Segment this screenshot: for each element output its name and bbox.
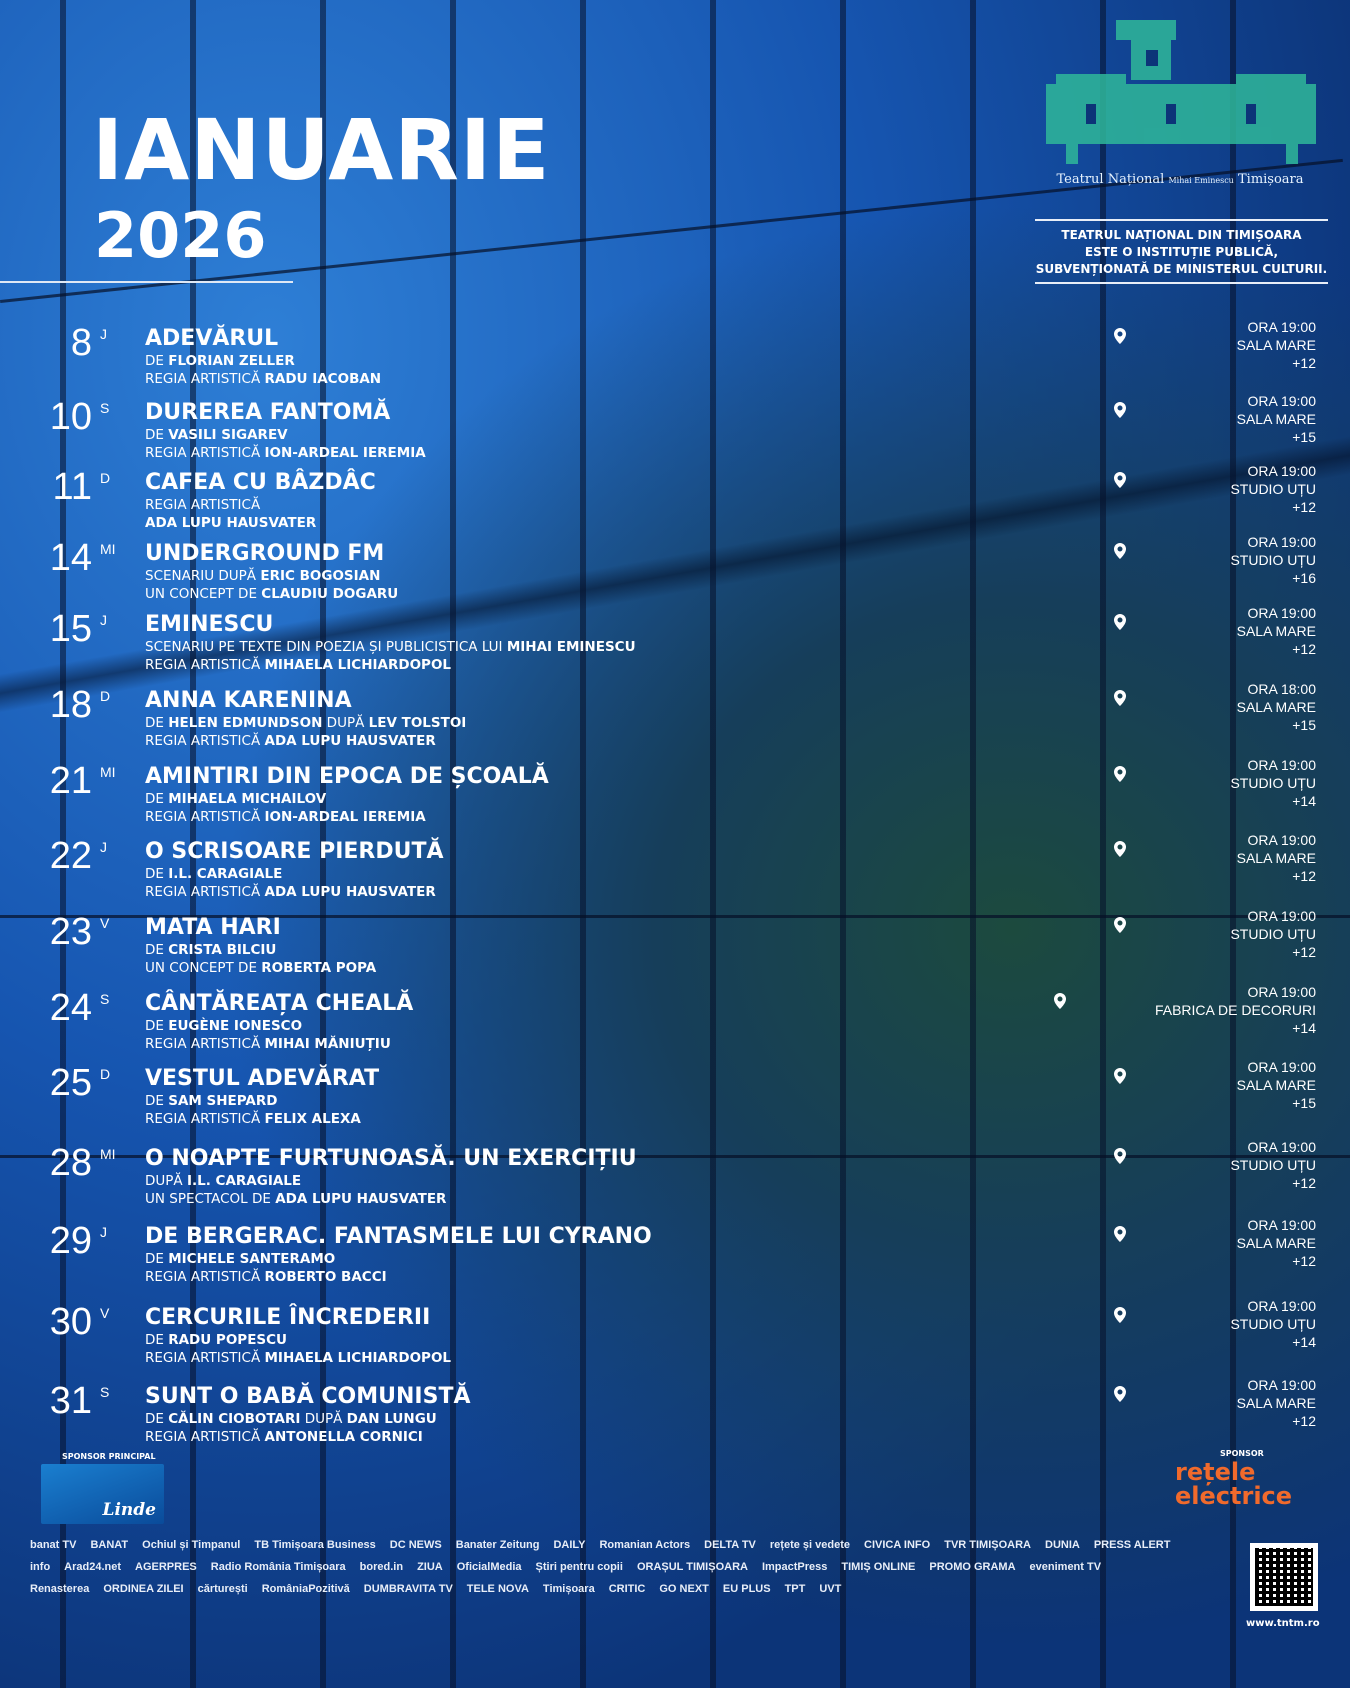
credit-text: REGIA ARTISTICĂ [145,1429,265,1445]
media-partner-logo: Romanian Actors [599,1539,691,1551]
event-weekday: S [100,400,110,416]
event-credit-line [145,1428,423,1446]
credit-text: ROBERTO BACCI [264,1269,387,1285]
credit-text: SCENARIU PE TEXTE DIN POEZIA ȘI PUBLICISTICA LUI [145,639,507,655]
sponsor-label: SPONSOR [1220,1449,1264,1458]
location-pin-icon [1114,402,1126,418]
event-title: SUNT O BABĂ COMUNISTĂ [145,1384,471,1409]
event-credit-line [145,1331,287,1349]
institution-notice [1035,219,1328,284]
event-day: 15 [49,608,92,650]
event-meta [1237,831,1316,885]
event-meta [1237,1058,1316,1112]
header-divider [0,281,293,283]
event-credit-line [145,1092,277,1110]
logo-line: Timișoara [1237,172,1304,187]
event-title: O NOAPTE FURTUNOASĂ. UN EXERCIȚIU [145,1146,637,1171]
event-row [0,1298,1350,1369]
event-time: ORA 19:00 [1247,1217,1316,1233]
event-age-rating: +12 [1292,944,1316,960]
event-day: 11 [52,466,92,508]
event-meta [1237,680,1316,734]
media-partner-logo: Știri pentru copii [535,1561,623,1573]
event-weekday: D [100,688,111,704]
event-age-rating: +12 [1292,355,1316,371]
event-meta [1237,1216,1316,1270]
event-credit-line [145,426,288,444]
event-time: ORA 19:00 [1247,1059,1316,1075]
credit-text: DE [145,866,169,882]
credit-text: VASILI SIGAREV [168,427,288,443]
credit-text: ION-ARDEAL IEREMIA [264,809,426,825]
event-credit-line [145,732,436,750]
event-title: AMINTIRI DIN EPOCA DE ȘCOALĂ [145,764,549,789]
credit-text: ADA LUPU HAUSVATER [264,884,436,900]
credit-text: MICHELE SANTERAMO [168,1251,336,1267]
media-partner-logo: DUNIA [1045,1539,1080,1551]
linde-logo [41,1464,164,1524]
location-pin-icon [1114,328,1126,344]
media-partner-logo: bored.in [359,1561,404,1573]
media-partner-logo: TIMIȘ ONLINE [841,1561,916,1573]
credit-text: SCENARIU DUPĂ [145,568,261,584]
event-day: 25 [49,1062,92,1104]
credit-text: ION-ARDEAL IEREMIA [264,445,426,461]
credit-text: REGIA ARTISTICĂ [145,809,265,825]
media-partner-logo: eveniment TV [1029,1561,1102,1573]
event-weekday: MI [100,1146,116,1162]
event-age-rating: +14 [1292,1334,1316,1350]
event-credit-line [145,1349,451,1367]
media-partner-logo: ORDINEA ZILEI [103,1583,184,1595]
event-time: ORA 19:00 [1247,1377,1316,1393]
credit-text: CLAUDIU DOGARU [261,586,399,602]
credit-text: DE [145,1018,169,1034]
credit-text: DUPĂ [300,1411,347,1427]
sponsor-wordmark: rețele [1175,1458,1256,1486]
event-row [0,1217,1350,1288]
event-title: ANNA KARENINA [145,688,352,713]
event-credit-line [145,790,326,808]
location-pin-icon [1114,472,1126,488]
event-day: 10 [49,396,92,438]
media-partner-logo: AGERPRES [135,1561,197,1573]
event-venue: SALA MARE [1236,699,1316,715]
media-partner-logo: PROMO GRAMA [929,1561,1016,1573]
media-partner-logo: Timișoara [542,1583,595,1595]
event-row [0,534,1350,605]
credit-text: REGIA ARTISTICĂ [145,1350,265,1366]
event-age-rating: +14 [1292,793,1316,809]
event-weekday: D [100,1066,111,1082]
event-time: ORA 19:00 [1247,1139,1316,1155]
main-sponsor-label: SPONSOR PRINCIPAL [62,1452,156,1461]
event-weekday: S [100,1384,110,1400]
event-row [0,1139,1350,1210]
event-day: 8 [70,322,92,364]
credit-text: ADA LUPU HAUSVATER [264,733,436,749]
event-day: 29 [49,1220,92,1262]
event-credit-line [145,444,426,462]
credit-text: UN CONCEPT DE [145,960,262,976]
media-partner-logo: ZIUA [417,1561,443,1573]
event-credit-line [145,496,260,514]
event-weekday: MI [100,541,116,557]
media-partner-logo: CIVICA INFO [864,1539,931,1551]
event-title: EMINESCU [145,612,274,637]
event-meta [1155,983,1316,1037]
media-partner-logo: BANAT [90,1539,129,1551]
credit-text: UN SPECTACOL DE [145,1191,276,1207]
event-venue: STUDIO UȚU [1230,552,1316,568]
event-title: CÂNTĂREAȚA CHEALĂ [145,991,414,1016]
media-partner-logo: DUMBRAVITA TV [363,1583,453,1595]
event-venue: STUDIO UȚU [1230,1157,1316,1173]
event-title: ADEVĂRUL [145,326,279,351]
credit-text: I.L. CARAGIALE [168,866,283,882]
media-partner-logo: Arad24.net [64,1561,122,1573]
media-partner-logo: PRESS ALERT [1093,1539,1171,1551]
event-venue: SALA MARE [1236,411,1316,427]
location-pin-icon [1114,543,1126,559]
location-pin-icon [1114,841,1126,857]
event-title: VESTUL ADEVĂRAT [145,1066,380,1091]
event-day: 21 [49,760,92,802]
media-partner-logo: Renasterea [30,1583,90,1595]
event-credit-line [145,585,398,603]
event-time: ORA 19:00 [1247,908,1316,924]
event-day: 18 [49,684,92,726]
media-partner-logo: banat TV [30,1539,77,1551]
event-row [0,757,1350,828]
media-partner-logo: TELE NOVA [466,1583,529,1595]
credit-text: ADA LUPU HAUSVATER [275,1191,447,1207]
media-partner-logo: info [30,1561,51,1573]
event-time: ORA 19:00 [1247,534,1316,550]
event-day: 28 [49,1142,92,1184]
event-credit-line [145,1190,446,1208]
media-partner-logo: OficialMedia [456,1561,522,1573]
logo-line: Teatrul Național [1056,172,1165,187]
credit-text: SAM SHEPARD [168,1093,278,1109]
location-pin-icon [1114,1307,1126,1323]
event-weekday: D [100,470,111,486]
event-title: O SCRISOARE PIERDUTĂ [145,839,444,864]
event-age-rating: +15 [1292,717,1316,733]
event-venue: STUDIO UȚU [1230,775,1316,791]
event-credit-line [145,1250,335,1268]
event-age-rating: +12 [1292,499,1316,515]
credit-text: HELEN EDMUNDSON [168,715,323,731]
event-age-rating: +16 [1292,570,1316,586]
event-day: 24 [49,987,92,1029]
event-credit-line [145,941,276,959]
retele-electrice-logo [1175,1460,1292,1508]
location-pin-icon [1114,1386,1126,1402]
event-age-rating: +12 [1292,641,1316,657]
media-partner-logo: UVT [819,1583,842,1595]
event-title: DE BERGERAC. FANTASMELE LUI CYRANO [145,1224,652,1249]
credit-text: MIHAELA MICHAILOV [168,791,327,807]
credit-text: DE [145,942,169,958]
credit-text: DE [145,715,169,731]
credit-text: FLORIAN ZELLER [168,353,295,369]
event-venue: SALA MARE [1236,850,1316,866]
credit-text: DE [145,791,169,807]
theatre-building-logo [1046,14,1316,190]
media-partner-logo: cărturești [197,1583,248,1595]
media-partner-logo: Banater Zeitung [455,1539,540,1551]
event-credit-line [145,1410,437,1428]
event-meta [1230,1297,1316,1351]
logo-line: Mihai Eminescu [1168,176,1234,185]
media-partner-logo: RomâniaPozitivă [261,1583,350,1595]
media-partner-logo: TPT [784,1583,806,1595]
credit-text: MIHAI MĂNIUȚIU [264,1036,391,1052]
location-pin-icon [1114,690,1126,706]
credit-text: MIHAI EMINESCU [506,639,636,655]
event-venue: SALA MARE [1236,1395,1316,1411]
event-time: ORA 19:00 [1247,463,1316,479]
credit-text: ANTONELLA CORNICI [264,1429,423,1445]
credit-text: MIHAELA LICHIARDOPOL [264,1350,452,1366]
event-row [0,463,1350,534]
linde-wordmark: Linde [102,1500,156,1520]
event-time: ORA 19:00 [1247,832,1316,848]
event-venue: FABRICA DE DECORURI [1154,1002,1316,1018]
notice-line: ESTE O INSTITUȚIE PUBLICĂ, [1084,245,1279,259]
event-venue: STUDIO UȚU [1230,481,1316,497]
media-partner-row [30,1560,1238,1574]
event-credit-line [145,656,451,674]
event-venue: SALA MARE [1236,337,1316,353]
media-partner-logo: DC NEWS [389,1539,442,1551]
credit-text: ROBERTA POPA [261,960,377,976]
location-pin-icon [1114,614,1126,630]
event-weekday: J [100,326,107,342]
media-partner-logo: DAILY [553,1539,586,1551]
credit-text: DUPĂ [322,715,369,731]
credit-text: REGIA ARTISTICĂ [145,884,265,900]
credit-text: UN CONCEPT DE [145,586,262,602]
month-heading: IANUARIE [92,101,551,199]
media-partner-row [30,1538,1238,1552]
credit-text: ADA LUPU HAUSVATER [145,515,317,531]
event-time: ORA 19:00 [1247,757,1316,773]
theatre-logo-name [1040,172,1320,187]
sponsor-wordmark: electrice [1175,1482,1293,1510]
media-partner-logo: TVR TIMIȘOARA [944,1539,1031,1551]
event-age-rating: +14 [1292,1020,1316,1036]
event-time: ORA 19:00 [1247,393,1316,409]
event-row [0,681,1350,752]
credit-text: FELIX ALEXA [264,1111,361,1127]
event-time: ORA 19:00 [1247,319,1316,335]
event-meta [1237,318,1316,372]
event-meta [1230,462,1316,516]
credit-text: LEV TOLSTOI [368,715,467,731]
event-title: DUREREA FANTOMĂ [145,400,391,425]
event-day: 22 [49,835,92,877]
event-time: ORA 18:00 [1247,681,1316,697]
location-pin-icon [1054,993,1066,1009]
credit-text: REGIA ARTISTICĂ [145,497,261,513]
qr-code[interactable] [1250,1543,1318,1611]
event-weekday: J [100,839,107,855]
credit-text: REGIA ARTISTICĂ [145,371,265,387]
event-venue: SALA MARE [1236,623,1316,639]
event-meta [1237,392,1316,446]
event-age-rating: +12 [1292,1413,1316,1429]
event-venue: STUDIO UȚU [1230,926,1316,942]
credit-text: DE [145,1332,169,1348]
event-credit-line [145,370,381,388]
event-title: CAFEA CU BÂZDÂC [145,470,376,495]
location-pin-icon [1114,1226,1126,1242]
event-credit-line [145,714,466,732]
media-partner-logo: Radio România Timișoara [210,1561,346,1573]
media-partner-logo: TB Timișoara Business [254,1539,376,1551]
credit-text: REGIA ARTISTICĂ [145,1036,265,1052]
event-credit-line [145,1017,302,1035]
credit-text: REGIA ARTISTICĂ [145,445,265,461]
event-credit-line [145,808,426,826]
event-row [0,319,1350,390]
media-partner-logo: Ochiul și Timpanul [142,1539,241,1551]
credit-text: DE [145,427,169,443]
event-title: MATA HARI [145,915,281,940]
notice-line: SUBVENȚIONATĂ DE MINISTERUL CULTURII. [1035,262,1328,276]
event-credit-line [145,1172,301,1190]
event-credit-line [145,883,436,901]
event-day: 14 [49,537,92,579]
credit-text: DE [145,1251,169,1267]
event-day: 30 [49,1301,92,1343]
event-credit-line [145,865,282,883]
event-credit-line [145,514,316,532]
event-meta [1230,1138,1316,1192]
event-row [0,1059,1350,1130]
credit-text: RADU POPESCU [168,1332,288,1348]
event-weekday: MI [100,764,116,780]
credit-text: REGIA ARTISTICĂ [145,1269,265,1285]
event-title: CERCURILE ÎNCREDERII [145,1305,431,1330]
event-weekday: V [100,1305,110,1321]
event-venue: SALA MARE [1236,1077,1316,1093]
media-partner-logo: GO NEXT [659,1583,709,1595]
location-pin-icon [1114,766,1126,782]
credit-text: REGIA ARTISTICĂ [145,733,265,749]
credit-text: ERIC BOGOSIAN [260,568,381,584]
event-weekday: J [100,1224,107,1240]
credit-text: RADU IACOBAN [264,371,382,387]
credit-text: DE [145,353,169,369]
event-venue: STUDIO UȚU [1230,1316,1316,1332]
event-credit-line [145,959,376,977]
year-heading: 2026 [94,199,267,272]
credit-text: REGIA ARTISTICĂ [145,657,265,673]
event-row [0,908,1350,979]
event-time: ORA 19:00 [1247,1298,1316,1314]
event-venue: SALA MARE [1236,1235,1316,1251]
event-meta [1230,907,1316,961]
media-partner-logo: DELTA TV [704,1539,756,1551]
event-weekday: J [100,612,107,628]
event-day: 31 [49,1380,92,1422]
event-row [0,984,1350,1055]
credit-text: DAN LUNGU [346,1411,437,1427]
event-time: ORA 19:00 [1247,984,1316,1000]
event-age-rating: +15 [1292,429,1316,445]
event-credit-line [145,1110,361,1128]
credit-text: CĂLIN CIOBOTARI [168,1411,301,1427]
credit-text: DUPĂ [145,1173,187,1189]
credit-text: REGIA ARTISTICĂ [145,1111,265,1127]
event-meta [1237,1376,1316,1430]
credit-text: MIHAELA LICHIARDOPOL [264,657,452,673]
event-row [0,832,1350,903]
notice-line: TEATRUL NAȚIONAL DIN TIMIȘOARA [1061,228,1302,242]
location-pin-icon [1114,917,1126,933]
event-age-rating: +12 [1292,1175,1316,1191]
media-partner-logo: ImpactPress [761,1561,828,1573]
event-weekday: S [100,991,110,1007]
event-credit-line [145,638,636,656]
event-age-rating: +12 [1292,868,1316,884]
location-pin-icon [1114,1148,1126,1164]
event-credit-line [145,1035,391,1053]
event-day: 23 [49,911,92,953]
credit-text: EUGÈNE IONESCO [168,1018,303,1034]
event-meta [1230,756,1316,810]
event-credit-line [145,1268,387,1286]
event-weekday: V [100,915,110,931]
credit-text: I.L. CARAGIALE [186,1173,302,1189]
media-partner-logo: ORAȘUL TIMIȘOARA [636,1561,748,1573]
event-meta [1237,604,1316,658]
media-partner-logo: CRITIC [608,1583,646,1595]
location-pin-icon [1114,1068,1126,1084]
media-partner-row [30,1582,1238,1596]
event-credit-line [145,352,295,370]
event-credit-line [145,567,380,585]
event-row [0,605,1350,676]
media-partner-logo: rețete și vedete [769,1539,850,1551]
event-row [0,393,1350,464]
credit-text: DE [145,1411,169,1427]
event-meta [1230,533,1316,587]
credit-text: DE [145,1093,169,1109]
event-row [0,1377,1350,1448]
event-age-rating: +15 [1292,1095,1316,1111]
website-url[interactable]: www.tntm.ro [1246,1618,1320,1629]
media-partners [30,1538,1238,1596]
event-time: ORA 19:00 [1247,605,1316,621]
event-title: UNDERGROUND FM [145,541,385,566]
credit-text: CRISTA BILCIU [168,942,277,958]
event-age-rating: +12 [1292,1253,1316,1269]
media-partner-logo: EU PLUS [722,1583,771,1595]
